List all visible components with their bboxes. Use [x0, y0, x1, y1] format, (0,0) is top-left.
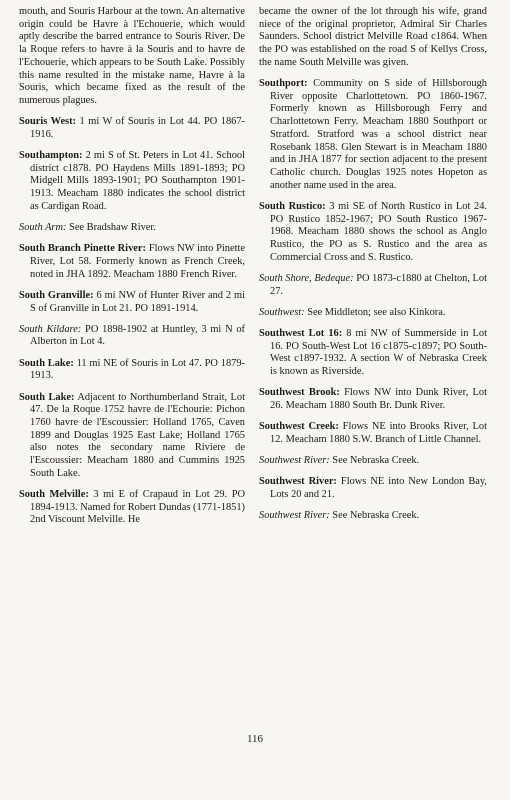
- gazetteer-entry: [19, 290, 245, 315]
- entry-headword: South Branch Pinette River:: [19, 243, 146, 255]
- gazetteer-entry: [19, 243, 245, 281]
- gazetteer-entry: [259, 421, 487, 446]
- entry-headword: Southwest Lot 16:: [259, 327, 343, 339]
- gazetteer-entry: [19, 324, 245, 349]
- entry-headword: South Melville:: [19, 489, 89, 500]
- entry-text: became the owner of the lot through his wife, grand niece of the original proprietor, Admiral Sir Charles Saunders. School district Melville Road c1864. When the PO was established on the road S of Kellys Cross, the name South Melville was given.: [259, 6, 487, 68]
- entry-headword: South Lake:: [19, 391, 75, 403]
- entry-text: See Nebraska Creek.: [329, 455, 420, 467]
- entry-text: 3 mi SE of North Rustico in Lot 24. PO Rustico 1852-1967; PO South Rustico 1967-1968. Meacham 1880 shows the school as Anglo Rustico, the PO as S. Rustico and the area as Commercial Cross and S. Rustico.: [270, 200, 488, 263]
- entry-headword: Southwest River:: [259, 476, 337, 488]
- entry-text: 3 mi E of Crapaud in Lot 29. PO 1894-1913. Named for Robert Dundas (1771-1851) 2nd Viscount Melville. He: [30, 489, 246, 526]
- entry-headword: Southwest River:: [259, 510, 330, 522]
- entry-text: PO 1898-1902 at Huntley, 3 mi N of Alberton in Lot 4.: [30, 323, 246, 348]
- entry-text: Flows NW into Pinette River, Lot 58. Formerly known as French Creek, noted in JHA 1892. Meacham 1880 French River.: [30, 243, 245, 280]
- page-number: 116: [246, 733, 264, 745]
- gazetteer-entry: [19, 150, 245, 214]
- gazetteer-entry: [259, 476, 487, 501]
- gazetteer-entry: [19, 392, 245, 481]
- gazetteer-entry: [259, 387, 487, 412]
- entry-text: PO 1873-c1880 at Chelton, Lot 27.: [270, 272, 487, 297]
- entry-headword: South Arm:: [19, 222, 67, 234]
- entry-headword: South Shore, Bedeque:: [259, 272, 354, 284]
- gazetteer-entry: [259, 273, 487, 298]
- gazetteer-entry: [259, 455, 487, 468]
- gazetteer-entry: [259, 201, 487, 265]
- entry-text: 1 mi W of Souris in Lot 44. PO 1867-1916.: [30, 116, 245, 140]
- entry-headword: Southport:: [259, 78, 308, 90]
- entry-headword: Souris West:: [19, 116, 77, 128]
- entry-headword: South Granville:: [19, 289, 94, 301]
- entry-text: 8 mi NW of Summerside in Lot 16. PO South-West Lot 16 c1875-c1897; PO South-West c1897-1932. A section W of Nebraska Creek is known as Riverside.: [270, 327, 487, 378]
- entry-headword: Southwest River:: [259, 455, 330, 467]
- entry-headword: Southwest:: [259, 306, 305, 318]
- gazetteer-entry: [19, 489, 245, 527]
- gazetteer-entry: [19, 222, 245, 235]
- entry-text: See Bradshaw River.: [66, 222, 156, 234]
- entry-text: 2 mi S of St. Peters in Lot 41. School district c1878. PO Haydens Mills 1891-1893; PO Midgell Mills 1893-1901; PO Southampton 1901-1913. Meacham 1880 indicates the school district as Cardigan Road.: [30, 150, 245, 212]
- entry-headword: South Rustico:: [259, 200, 326, 212]
- gazetteer-entry: [19, 6, 245, 108]
- entry-headword: Southampton:: [19, 150, 83, 162]
- entry-headword: Southwest Creek:: [259, 421, 339, 433]
- gazetteer-entry: [259, 78, 487, 192]
- right-column: [259, 6, 487, 531]
- entry-text: See Nebraska Creek.: [329, 510, 420, 522]
- entry-text: Community on S side of Hillsborough River opposite Charlottetown. PO 1860-1967. Formerly known as Hillsborough Ferry and Charlottetown Ferry. Meacham 1880 Southport or Stratford. Stratford was a school district near Rosebank 1858. Glen Stewart is in Meacham 1880 and in JHA 1877 for section adjacent to the present Catholic church. Douglas 1925 notes Hopeton as another name used in the area.: [270, 78, 487, 191]
- entry-text: 11 mi NE of Souris in Lot 47. PO 1879-1913.: [30, 357, 245, 382]
- gazetteer-entry: [19, 358, 245, 383]
- entry-headword: Southwest Brook:: [259, 387, 340, 399]
- entry-text: Flows NE into Brooks River, Lot 12. Meacham 1880 S.W. Branch of Little Channel.: [270, 421, 487, 445]
- entry-text: See Middleton; see also Kinkora.: [304, 306, 446, 318]
- gazetteer-entry: [19, 116, 245, 141]
- gazetteer-entry: [259, 307, 487, 320]
- entry-headword: South Kildare:: [19, 323, 82, 335]
- entry-text: Adjacent to Northumberland Strait, Lot 47. De la Roque 1752 havre de l'Echourie: Pichon 1760 havre de l'Escoussier: Holland 1765, Caven 1899 and Douglas 1925 East Lake; Holland 1765 also notes the secondary name Riviere de l'Escoussier: Meacham 1880 and Cummins 1925 South Lake.: [30, 391, 245, 479]
- entry-headword: South Lake:: [19, 357, 74, 369]
- left-column: [19, 6, 245, 536]
- entry-text: mouth, and Souris Harbour at the town. An alternative origin could be Havre à l'Echouerie, which would aptly describe the barred entrance to Souris River. De la Roque refers to havre à la Souris and to havre de l'Echouerie, which appears to be South Lake. Possibly this name resulted in the mistake name, Havre à la Souris, which became fixed as the result of the numerous plagues.: [19, 6, 245, 106]
- gazetteer-entry: [259, 510, 487, 523]
- gazetteer-entry: [259, 328, 487, 379]
- entry-text: 6 mi NW of Hunter River and 2 mi S of Granville in Lot 21. PO 1891-1914.: [30, 289, 245, 314]
- gazetteer-entry: [259, 6, 487, 70]
- entry-text: Flows NW into Dunk River, Lot 26. Meacham 1880 South Br. Dunk River.: [270, 387, 487, 411]
- entry-text: Flows NE into New London Bay, Lots 20 and 21.: [270, 476, 487, 500]
